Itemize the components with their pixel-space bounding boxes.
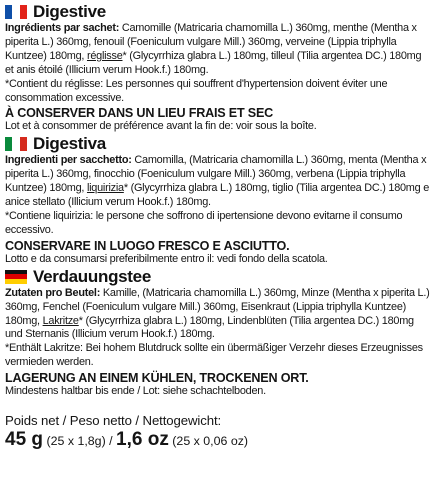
- german-warning: *Enthält Lakritze: Bei hohem Blutdruck sollte ein übermäßiger Verzehr dieses Erzeugnisses vermieden werden.: [5, 342, 423, 369]
- net-weight-grams-detail: (25 x 1,8g) /: [43, 434, 117, 449]
- french-title-row: [5, 2, 431, 22]
- german-best-before: Mindestens haltbar bis ende / Lot: siehe schachtelboden.: [5, 385, 266, 398]
- french-title: Digestive: [33, 2, 106, 21]
- french-ingredients-label: Ingrédients par sachet:: [5, 22, 120, 34]
- french-flag-icon: [5, 5, 27, 19]
- french-storage: À CONSERVER DANS UN LIEU FRAIS ET SEC: [5, 106, 274, 121]
- french-ingredients-text-2: * (Glycyrrhiza glabra L.) 180mg, tilleul (Tilia argentea DC.) 180mg et anis étoilé (Illicium verum Hook.f.) 180mg.: [5, 49, 422, 76]
- net-weight-grams: 45 g: [5, 429, 44, 451]
- italian-best-before: Lotto e da consumarsi preferibilmente entro il: vedi fondo della scatola.: [5, 252, 328, 265]
- french-licorice-term: réglisse: [86, 49, 123, 62]
- german-ingredients: [5, 287, 431, 343]
- italian-ingredients: [5, 154, 431, 210]
- german-ingredients-text-2: * (Glycyrrhiza glabra L.) 180mg, Lindenblüten (Tilia argentea DC.) 180mg und Sternanis (Illicium verum Hook.f.) 180mg.: [5, 314, 414, 341]
- italian-title-row: [5, 134, 431, 154]
- german-flag-icon: [5, 270, 27, 284]
- french-ingredients-text: Camomille (Matricaria chamomilla L.) 360mg, menthe (Mentha x piperita L.) 360mg, fenouil (Foeniculum vulgare Mill.) 360mg, verveine (Lippia triphylla Kuntzee) 180mg,: [5, 22, 417, 62]
- german-section: [5, 267, 431, 399]
- italian-ingredients-text-2: * (Glycyrrhiza glabra L.) 180mg, tiglio (Tilia argentea DC.) 180mg e anice stellato (Illicium verum Hook.f.) 180mg.: [5, 182, 430, 209]
- net-weight-ounces: 1,6 oz: [116, 429, 169, 451]
- italian-licorice-term: liquirizia: [86, 182, 124, 195]
- italian-ingredients-text: Camomilla, (Matricaria chamomilla L.) 360mg, menta (Mentha x piperita L.) 360mg, finocchio (Foeniculum vulgare Mill.) 360mg, verbena (Lippia triphylla Kuntzee) 180mg,: [5, 154, 427, 195]
- italian-section: [5, 134, 431, 266]
- german-title: Verdauungstee: [33, 266, 151, 286]
- net-weight-ounces-detail: (25 x 0,06 oz): [168, 434, 249, 449]
- german-licorice-term: Lakritze: [42, 314, 79, 327]
- french-best-before: Lot et à consommer de préférence avant la fin de: voir sous la boîte.: [5, 120, 317, 133]
- french-ingredients: [5, 22, 431, 78]
- french-warning: *Contient du réglisse: Les personnes qui souffrent d'hypertension doivent éviter une consommation excessive.: [5, 77, 388, 104]
- italian-warning: *Contiene liquirizia: le persone che soffrono di ipertensione devono evitarne il consumo eccessivo.: [5, 209, 403, 236]
- net-weight-label: Poids net / Peso netto / Nettogewicht:: [5, 413, 222, 429]
- german-title-row: [5, 267, 431, 287]
- french-section: [5, 2, 431, 134]
- net-weight-value: [5, 430, 431, 451]
- italian-ingredients-label: Ingredienti per sacchetto:: [5, 154, 132, 167]
- german-storage: LAGERUNG AN EINEM KÜHLEN, TROCKENEN ORT.: [5, 371, 309, 386]
- italian-flag-icon: [5, 137, 27, 151]
- german-ingredients-text: Kamille, (Matricaria chamomilla L.) 360mg, Minze (Mentha x piperita L.) 360mg, Fenchel (Foeniculum vulgare Mill.) 360mg, Eisenkraut (Lippia triphylla Kuntzee) 180mg,: [5, 286, 430, 327]
- german-ingredients-label: Zutaten pro Beutel:: [5, 286, 101, 299]
- italian-title: Digestiva: [33, 134, 106, 154]
- italian-storage: CONSERVARE IN LUOGO FRESCO E ASCIUTTO.: [5, 238, 290, 253]
